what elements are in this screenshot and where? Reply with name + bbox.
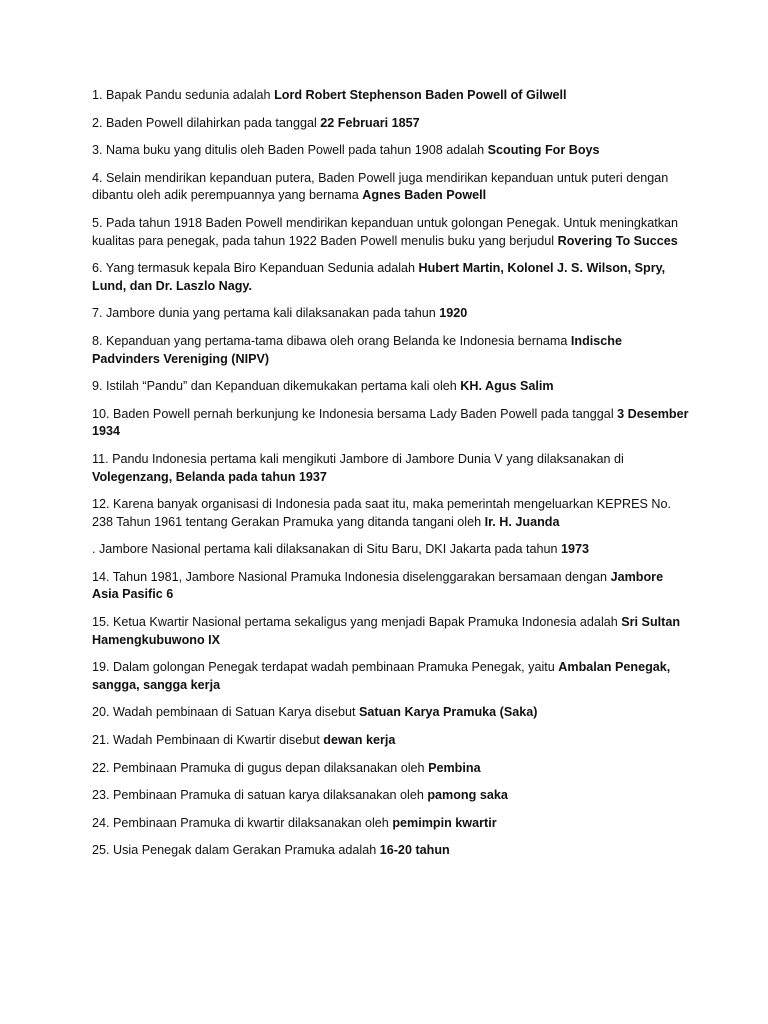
item-answer: Ir. H. Juanda <box>484 514 560 529</box>
list-item <box>92 215 692 250</box>
item-text: 22. Pembinaan Pramuka di gugus depan dilaksanakan oleh <box>92 760 429 775</box>
list-item <box>92 451 692 486</box>
item-text: 9. Istilah “Pandu” dan Kepanduan dikemukakan pertama kali oleh <box>92 379 461 394</box>
list-item <box>92 142 692 160</box>
list-item <box>92 787 692 805</box>
item-answer: 1920 <box>439 306 468 321</box>
list-item <box>92 659 692 694</box>
item-text: 20. Wadah pembinaan di Satuan Karya disebut <box>92 705 359 720</box>
item-text: 1. Bapak Pandu sedunia adalah <box>92 88 275 102</box>
list-item <box>92 378 692 396</box>
list-item <box>92 406 692 441</box>
item-text: 3. Nama buku yang ditulis oleh Baden Powell pada tahun 1908 adalah <box>92 143 488 158</box>
item-answer: Indische Padvinders Vereniging (NIPV) <box>92 333 622 366</box>
list-item <box>92 496 692 531</box>
item-text: 5. Pada tahun 1918 Baden Powell mendirikan kepanduan untuk golongan Penegak. Untuk meningkatkan kualitas para penegak, pada tahun 1922 Baden Powell menulis buku yang berjudul <box>92 215 679 248</box>
item-answer: pemimpin kwartir <box>392 815 497 830</box>
item-answer: Jambore Asia Pasific 6 <box>92 569 664 602</box>
item-text: 25. Usia Penegak dalam Gerakan Pramuka adalah <box>92 843 380 858</box>
list-item <box>92 170 692 205</box>
list-item <box>92 842 692 860</box>
item-answer: Lord Robert Stephenson Baden Powell of Gilwell <box>274 88 567 102</box>
list-item <box>92 260 692 295</box>
item-answer: KH. Agus Salim <box>460 379 554 394</box>
item-answer: Hubert Martin, Kolonel J. S. Wilson, Spry, Lund, dan Dr. Laszlo Nagy. <box>92 261 666 293</box>
item-answer: 16-20 tahun <box>379 843 450 858</box>
item-text: 7. Jambore dunia yang pertama kali dilaksanakan pada tahun <box>92 306 440 321</box>
item-text: 8. Kepanduan yang pertama-tama dibawa oleh orang Belanda ke Indonesia bernama <box>92 333 571 348</box>
item-text: 24. Pembinaan Pramuka di kwartir dilaksanakan oleh <box>92 815 393 830</box>
item-answer: dewan kerja <box>323 733 396 748</box>
list-item <box>92 541 692 559</box>
item-answer: 3 Desember 1934 <box>92 406 689 439</box>
item-text: 2. Baden Powell dilahirkan pada tanggal <box>92 115 321 130</box>
item-text: 12. Karena banyak organisasi di Indonesia pada saat itu, maka pemerintah mengeluarkan KEPRES No. 238 Tahun 1961 tentang Gerakan Pramuka yang ditanda tangani oleh <box>92 497 671 529</box>
list-item <box>92 305 692 323</box>
item-text: 11. Pandu Indonesia pertama kali mengikuti Jambore di Jambore Dunia V yang dilaksanakan di <box>92 451 624 466</box>
item-answer: Scouting For Boys <box>487 143 600 158</box>
item-text: 15. Ketua Kwartir Nasional pertama sekaligus yang menjadi Bapak Pramuka Indonesia adalah <box>92 615 622 630</box>
item-text: 10. Baden Powell pernah berkunjung ke Indonesia bersama Lady Baden Powell pada tanggal <box>92 406 618 421</box>
item-answer: Ambalan Penegak, sangga, sangga kerja <box>92 660 671 692</box>
list-item <box>92 115 692 133</box>
item-text: 21. Wadah Pembinaan di Kwartir disebut <box>92 733 324 748</box>
item-answer: Volegenzang, Belanda pada tahun 1937 <box>92 469 327 484</box>
list-item <box>92 87 692 105</box>
item-answer: pamong saka <box>427 788 508 803</box>
list-item <box>92 614 692 649</box>
list-item <box>92 760 692 778</box>
item-text: 6. Yang termasuk kepala Biro Kepanduan Sedunia adalah <box>92 261 419 276</box>
item-text: 23. Pembinaan Pramuka di satuan karya dilaksanakan oleh <box>92 788 428 803</box>
item-text: 19. Dalam golongan Penegak terdapat wadah pembinaan Pramuka Penegak, yaitu <box>92 660 559 675</box>
list-item <box>92 704 692 722</box>
item-answer: Agnes Baden Powell <box>362 188 487 203</box>
item-text: . Jambore Nasional pertama kali dilaksanakan di Situ Baru, DKI Jakarta pada tahun <box>92 542 562 557</box>
item-text: 4. Selain mendirikan kepanduan putera, Baden Powell juga mendirikan kepanduan untuk puteri dengan dibantu oleh adik perempuannya yang bernama <box>92 170 669 203</box>
list-item <box>92 815 692 833</box>
document-page <box>92 87 692 870</box>
list-item <box>92 333 692 368</box>
item-text: 14. Tahun 1981, Jambore Nasional Pramuka Indonesia diselenggarakan bersamaan dengan <box>92 569 611 584</box>
list-item <box>92 569 692 604</box>
item-answer: Pembina <box>428 760 481 775</box>
item-answer: Sri Sultan Hamengkubuwono IX <box>92 615 681 647</box>
item-answer: Satuan Karya Pramuka (Saka) <box>358 705 538 720</box>
item-answer: Rovering To Succes <box>557 233 678 248</box>
item-answer: 22 Februari 1857 <box>320 115 420 130</box>
item-answer: 1973 <box>561 542 590 557</box>
list-item <box>92 732 692 750</box>
